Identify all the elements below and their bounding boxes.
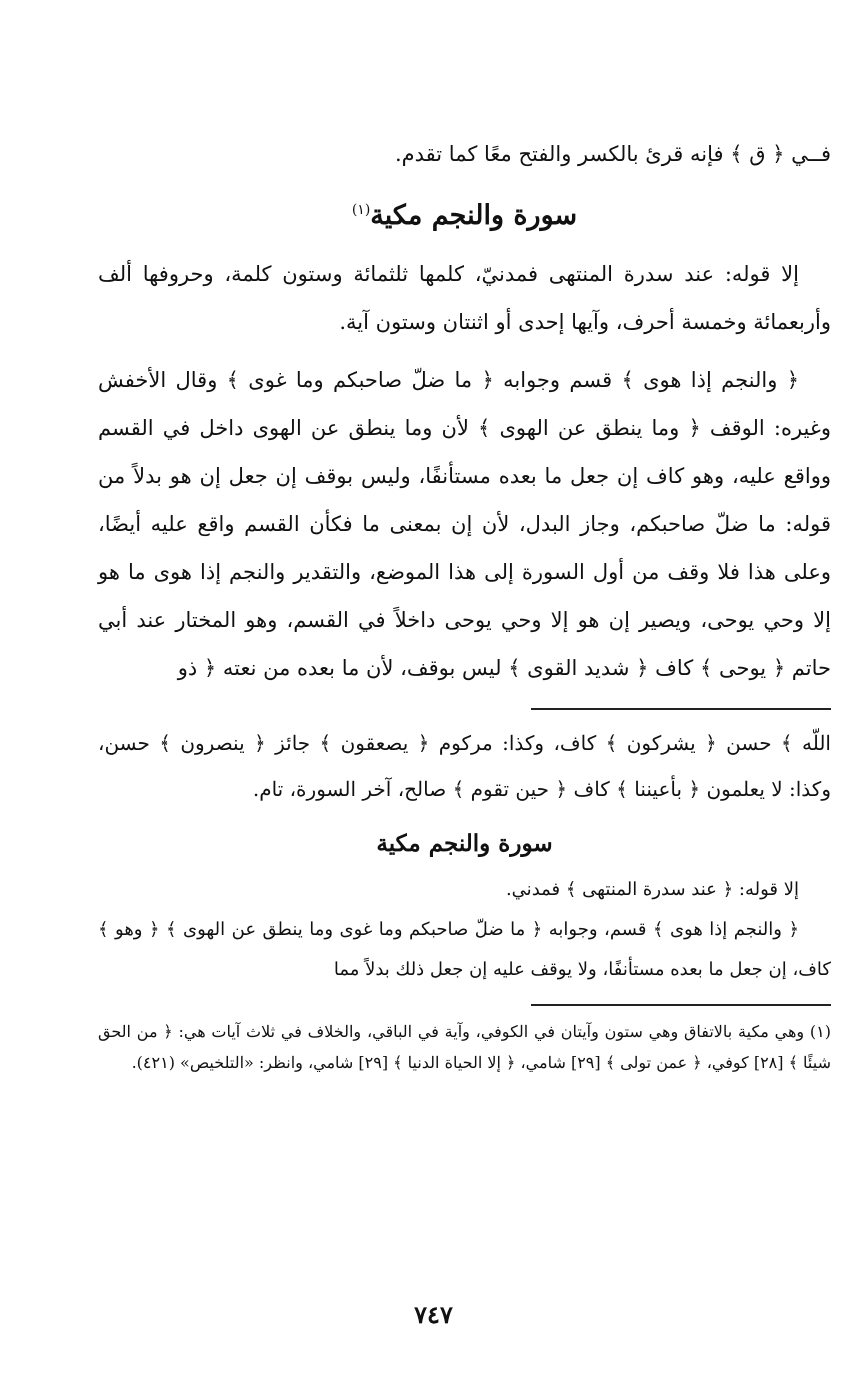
page-number: ٧٤٧: [414, 1300, 453, 1329]
footnotes-section: [98, 1016, 831, 1078]
commentary-section: [98, 720, 831, 990]
surah-heading-text: سورة والنجم مكية: [370, 200, 578, 231]
commentary-line-2: ﴿ والنجم إذا هوى ﴾ قسم، وجوابه ﴿ ما ضلّ صاحبكم وما غوى وما ينطق عن الهوى ﴾ ﴿ وهو ﴾ كاف، إن جعل ما بعده مستأنفًا، ولا يوقف عليه إن جعل ذلك بدلاً مما: [98, 919, 831, 980]
page-body: [98, 130, 831, 1360]
divider: [531, 708, 831, 710]
commentary-line-1: إلا قوله: ﴿ عند سدرة المنتهى ﴾ فمدني.: [505, 879, 799, 900]
main-paragraph: ﴿ والنجم إذا هوى ﴾ قسم وجوابه ﴿ ما ضلّ صاحبكم وما غوى ﴾ وقال الأخفش وغيره: الوقف ﴿ وما ينطق عن الهوى ﴾ لأن وما ينطق عن الهوى داخل في القسم وواقع عليه، وهو كاف إن جعل ما بعده مستأنفًا، وليس بوقف إن جعل إن هو بدلاً من قوله: ما ضلّ صاحبكم، وجاز البدل، لأن إن بمعنى ما فكأن القسم واقع عليه أيضًا، وعلى هذا فلا وقف من أول السورة إلى هذا الموضع، والتقدير والنجم إذا هوى ما هو إلا وحي يوحى، ويصير إن هو إلا وحي يوحى داخلاً في القسم، وهو المختار عند أبي حاتم ﴿ يوحى ﴾ كاف ﴿ شديد القوى ﴾ ليس بوقف، لأن ما بعده من نعته ﴿ ذو: [98, 368, 831, 680]
footnote-divider: [531, 1004, 831, 1006]
commentary-heading: سورة والنجم مكية: [376, 830, 553, 857]
continuation-line: فــي ﴿ ق ﴾ فإنه قرئ بالكسر والفتح معًا كما تقدم.: [394, 142, 831, 166]
surah-heading: [98, 188, 831, 238]
commentary-paragraph: اللّه ﴾ حسن ﴿ يشركون ﴾ كاف، وكذا: مركوم ﴿ يصعقون ﴾ جائز ﴿ ينصرون ﴾ حسن، وكذا: لا يعلمون ﴿ بأعيننا ﴾ كاف ﴿ حين تقوم ﴾ صالح، آخر السورة، تام.: [98, 731, 831, 801]
footnote-marker: (١): [351, 202, 371, 218]
surah-intro-paragraph: إلا قوله: عند سدرة المنتهى فمدنيّ، كلمها ثلثمائة وستون كلمة، وحروفها ألف وأربعمائة وخمسة أحرف، وآيها إحدى أو اثنتان وستون آية.: [98, 262, 831, 334]
footnote-1: (١) وهي مكية بالاتفاق وهي ستون وآيتان في الكوفي، وآية في الباقي، والخلاف في ثلاث آيات هي: ﴿ من الحق شيئًا ﴾ [٢٨] كوفي، ﴿ عمن تولى ﴾ [٢٩] شامي، ﴿ إلا الحياة الدنيا ﴾ [٢٩] شامي، وانظر: «التلخيص» (٤٢١).: [98, 1022, 831, 1072]
